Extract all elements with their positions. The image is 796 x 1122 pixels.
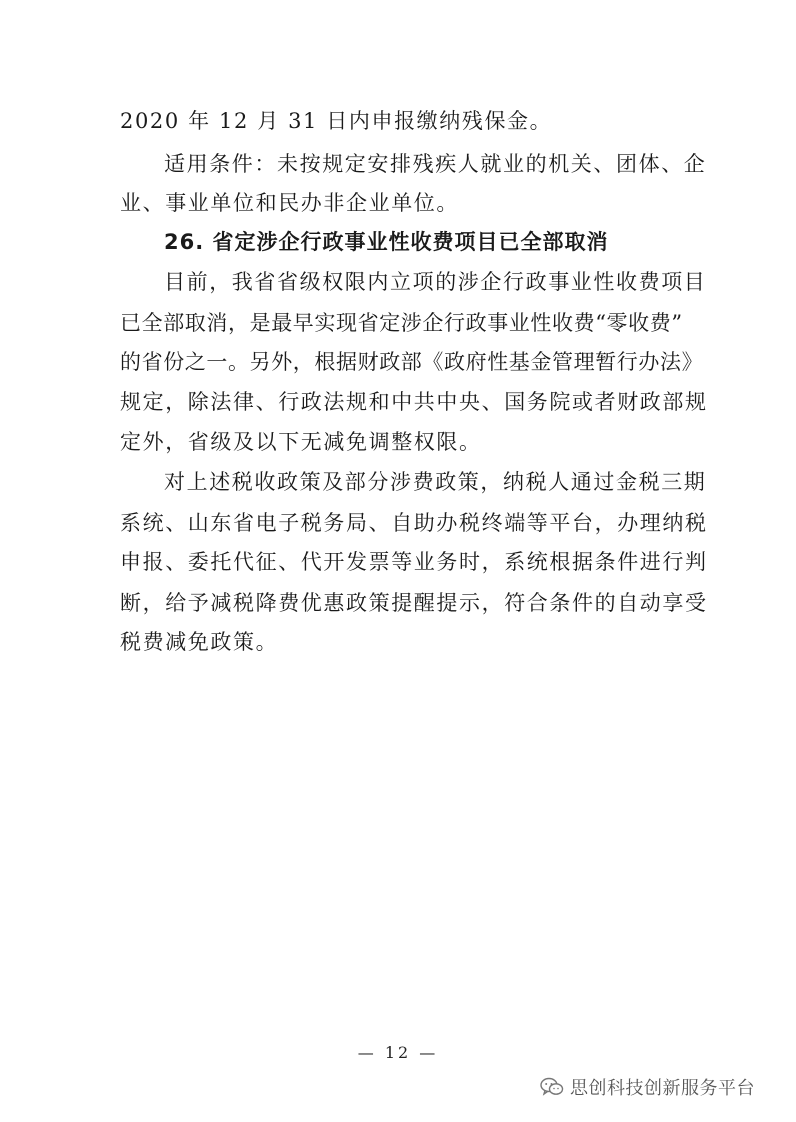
- watermark: [540, 1074, 755, 1100]
- section-heading: 26. 省定涉企行政事业性收费项目已全部取消: [164, 230, 609, 254]
- paragraph-line: 定外，省级及以下无减免调整权限。: [120, 430, 482, 454]
- paragraph-line: 目前，我省省级权限内立项的涉企行政事业性收费项目: [164, 270, 707, 294]
- paragraph-line: 2020 年 12 月 31 日内申报缴纳残保金。: [120, 109, 553, 133]
- page-number: — 12 —: [357, 1043, 439, 1062]
- paragraph-line: 税费减免政策。: [120, 630, 279, 654]
- paragraph-line: 对上述税收政策及部分涉费政策，纳税人通过金税三期: [164, 470, 707, 494]
- watermark-text: 思创科技创新服务平台: [570, 1078, 755, 1099]
- paragraph-line: 业、事业单位和民办非企业单位。: [120, 191, 459, 215]
- paragraph-line: 规定，除法律、行政法规和中共中央、国务院或者财政部规: [120, 390, 708, 414]
- paragraph-line: 的省份之一。另外，根据财政部《政府性基金管理暂行办法》: [120, 350, 704, 374]
- paragraph-line: 已全部取消，是最早实现省定涉企行政事业性收费“零收费”: [120, 311, 683, 335]
- wechat-icon: [540, 1077, 564, 1097]
- paragraph-line: 申报、委托代征、代开发票等业务时，系统根据条件进行判: [120, 550, 708, 574]
- paragraph-line: 适用条件：未按规定安排残疾人就业的机关、团体、企: [164, 152, 707, 176]
- paragraph-line: 系统、山东省电子税务局、自助办税终端等平台，办理纳税: [120, 511, 708, 535]
- paragraph-line: 断，给予减税降费优惠政策提醒提示，符合条件的自动享受: [120, 591, 708, 615]
